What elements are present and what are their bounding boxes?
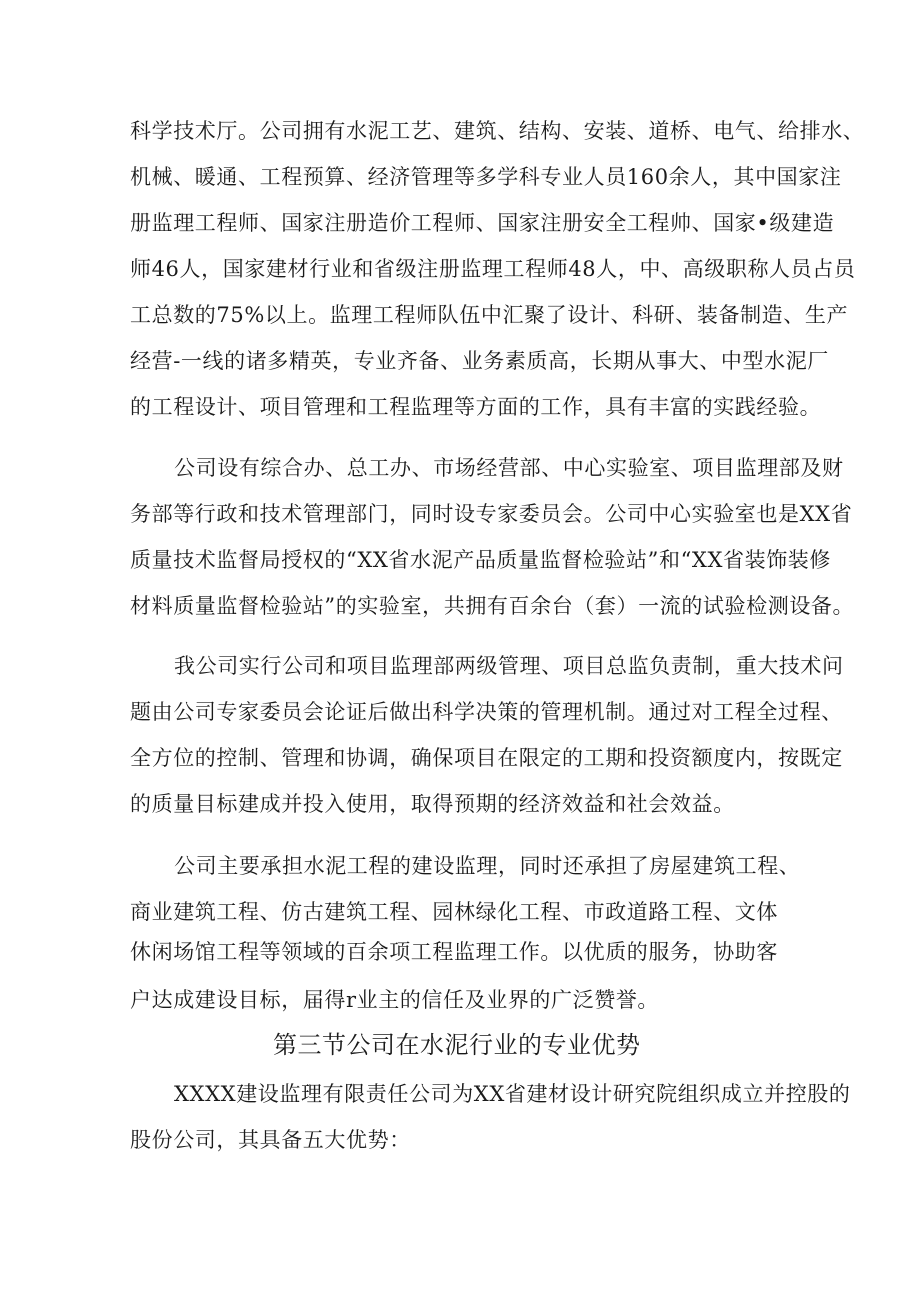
text-line: 务部等行政和技术管理部门，同时设专家委员会。公司中心实验室也是XX省 [130,502,853,526]
text-line: 的工程设计、项目管理和工程监理等方面的工作，具有丰富的实践经验。 [130,395,822,419]
text-line: 我公司实行公司和项目监理部两级管理、项目总监负责制，重大技术问 [174,654,844,678]
text-line: 工总数的75%以上。监理工程师队伍中汇聚了设计、科研、装备制造、生产 [130,303,849,327]
text-line: 公司主要承担水泥工程的建设监理，同时还承担了房屋建筑工程、 [174,854,801,878]
section-heading: 第三节公司在水泥行业的专业优势 [273,1031,641,1059]
text-line: 的质量目标建成并投入使用，取得预期的经济效益和社会效益。 [130,792,735,816]
text-line: 股份公司，其具备五大优势： [130,1128,411,1152]
text-line: 户达成建设目标，届得r业主的信任及业界的广泛赞誉。 [130,988,660,1012]
text-line: 科学技术厅。公司拥有水泥工艺、建筑、结构、安装、道桥、电气、给排水、 [130,119,865,143]
text-line: 商业建筑工程、仿古建筑工程、园林绿化工程、市政道路工程、文体 [130,900,778,924]
text-line: 全方位的控制、管理和协调，确保项目在限定的工期和投资额度内，按既定 [130,746,843,770]
text-line: XXXX建设监理有限责任公司为XX省建材设计研究院组织成立并控股的 [174,1082,851,1106]
text-line: 机械、暖通、工程预算、经济管理等多学科专业人员160余人，其中国家注 [130,165,842,189]
text-line: 册监理工程师、国家注册造价工程师、国家注册安全工程帅、国家•级建造 [130,211,835,235]
text-line: 师46人，国家建材行业和省级注册监理工程师48人，中、高级职称人员占员 [130,257,856,281]
text-line: 经营-一线的诸多精英，专业齐备、业务素质高，长期从事大、中型水泥厂 [130,349,829,373]
text-line: 休闲场馆工程等领域的百余项工程监理工作。以优质的服务，协助客 [130,940,778,964]
text-line: 材料质量监督检验站”的实验室，共拥有百余台（套）一流的试验检测设备。 [130,594,855,618]
text-line: 题由公司专家委员会论证后做出科学决策的管理机制。通过对工程全过程、 [130,700,843,724]
text-line: 质量技术监督局授权的“XX省水泥产品质量监督检验站”和“XX省装饰装修 [130,548,832,572]
text-line: 公司设有综合办、总工办、市场经营部、中心实验室、项目监理部及财 [174,456,844,480]
